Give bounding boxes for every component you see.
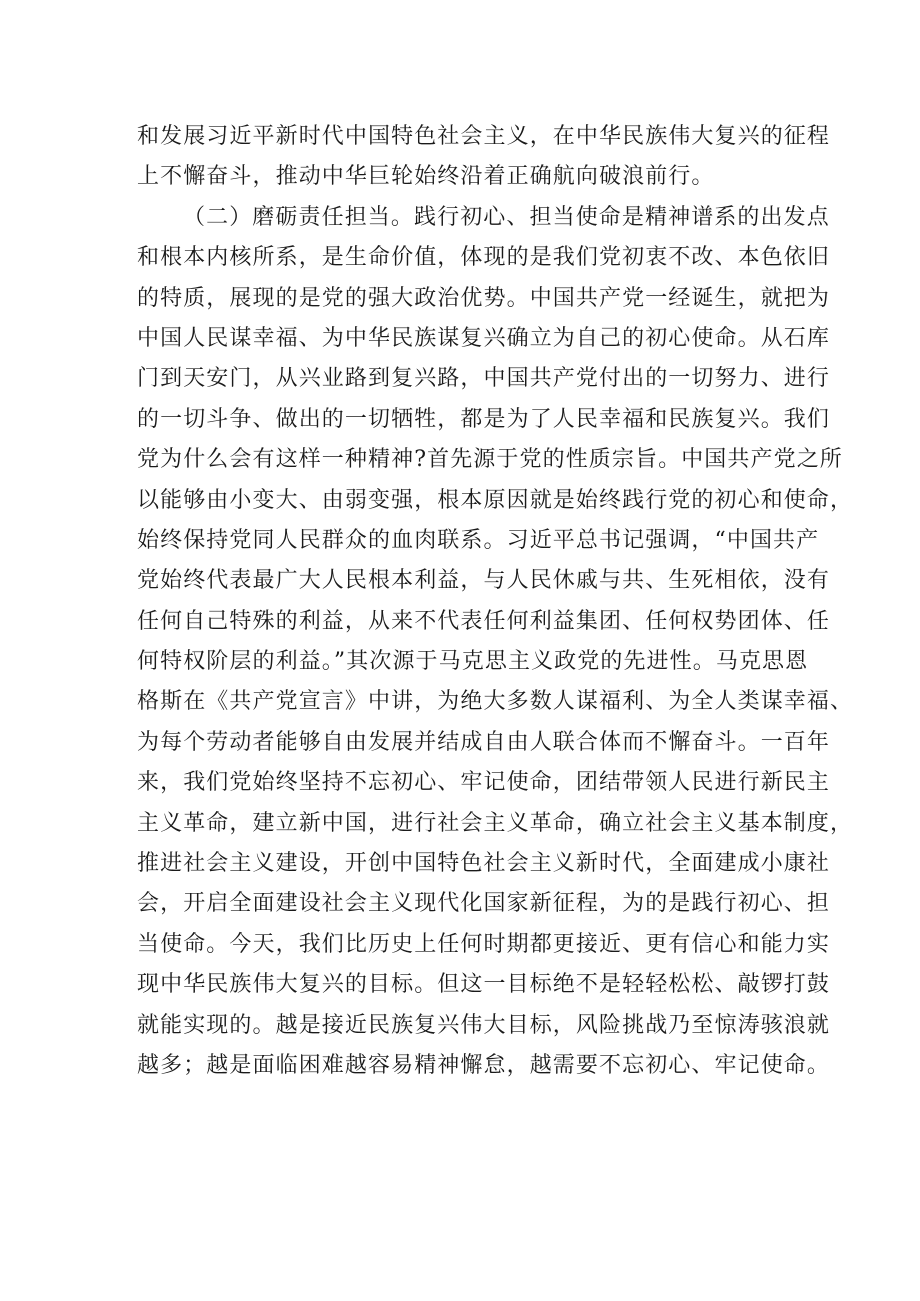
text-line: 任何自己特殊的利益，从来不代表任何利益集团、任何权势团体、任 (137, 608, 831, 634)
text-line: 党始终代表最广大人民根本利益，与人民休戚与共、生死相依，没有 (137, 568, 831, 594)
text-line: 以能够由小变大、由弱变强，根本原因就是始终践行党的初心和使命， (137, 487, 854, 513)
text-line: 的一切斗争、做出的一切牺牲，都是为了人民幸福和民族复兴。我们 (137, 406, 831, 432)
text-line: 中国人民谋幸福、为中华民族谋复兴确立为自己的初心使命。从石库 (137, 325, 831, 351)
text-line: 就能实现的。越是接近民族复兴伟大目标，风险挑战乃至惊涛骇浪就 (137, 1012, 831, 1038)
text-line: 和根本内核所系，是生命价值，体现的是我们党初衷不改、本色依旧 (137, 245, 831, 271)
text-line: 为每个劳动者能够自由发展并结成自由人联合体而不懈奋斗。一百年 (137, 729, 831, 755)
text-line: 格斯在《共产党宣言》中讲，为绝大多数人谋福利、为全人类谋幸福、 (137, 689, 854, 715)
section-heading-line: （二）磨砺责任担当。践行初心、担当使命是精神谱系的出发点 (183, 204, 830, 230)
text-line: 的特质，展现的是党的强大政治优势。中国共产党一经诞生，就把为 (137, 285, 831, 311)
text-line: 来，我们党始终坚持不忘初心、牢记使命，团结带领人民进行新民主 (137, 770, 831, 796)
text-line: 何特权阶层的利益。”其次源于马克思主义政党的先进性。马克思恩 (137, 649, 809, 675)
text-line: 越多；越是面临困难越容易精神懈怠，越需要不忘初心、牢记使命。 (137, 1052, 831, 1078)
body-text (137, 117, 854, 1086)
text-line: 党为什么会有这样一种精神?首先源于党的性质宗旨。中国共产党之所 (137, 447, 843, 473)
text-line: 和发展习近平新时代中国特色社会主义，在中华民族伟大复兴的征程 (137, 124, 831, 149)
text-line: 现中华民族伟大复兴的目标。但这一目标绝不是轻轻松松、敲锣打鼓 (137, 972, 831, 998)
text-line: 上不懈奋斗，推动中华巨轮始终沿着正确航向破浪前行。 (137, 164, 715, 190)
text-line: 推进社会主义建设，开创中国特色社会主义新时代，全面建成小康社 (137, 851, 831, 877)
text-line: 始终保持党同人民群众的血肉联系。习近平总书记强调，“中国共产 (137, 527, 820, 553)
text-line: 门到天安门，从兴业路到复兴路，中国共产党付出的一切努力、进行 (137, 366, 831, 392)
text-line: 主义革命，建立新中国，进行社会主义革命，确立社会主义基本制度， (137, 810, 854, 836)
text-line: 会，开启全面建设社会主义现代化国家新征程，为的是践行初心、担 (137, 891, 831, 917)
text-line: 当使命。今天，我们比历史上任何时期都更接近、更有信心和能力实 (137, 931, 831, 957)
